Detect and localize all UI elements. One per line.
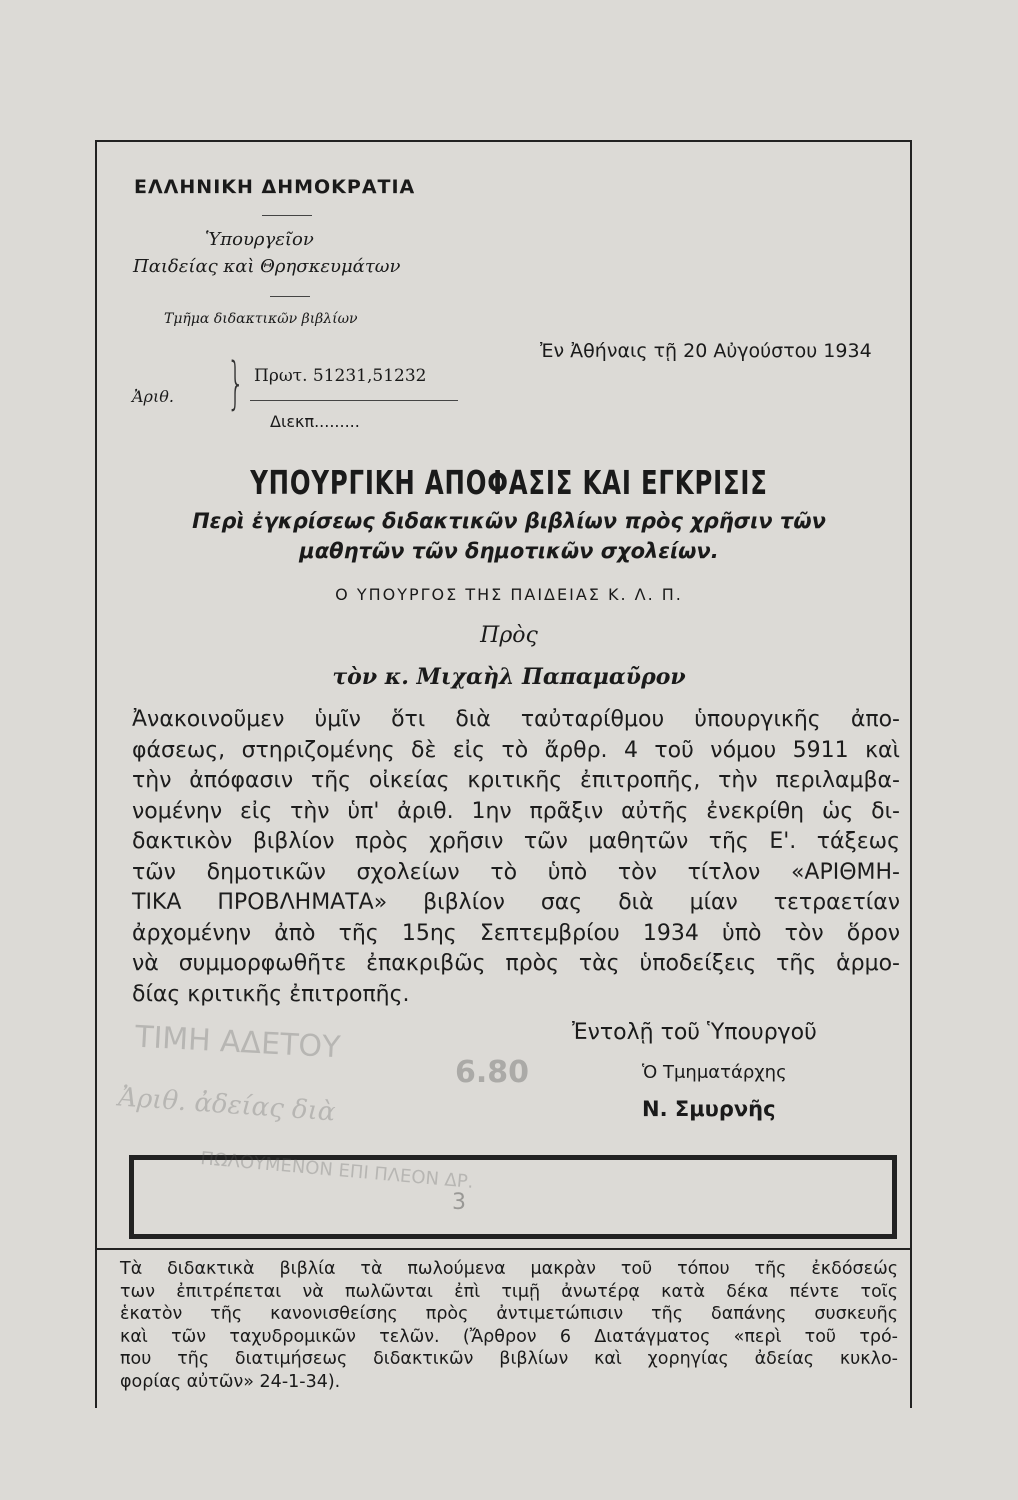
footer-line: των ἐπιτρέπεται νὰ πωλῶνται ἐπὶ τιμῇ ἀνωτέρᾳ κατὰ δέκα πέντε τοῖς xyxy=(120,1281,898,1302)
stamp-line3: ΠΩΛΟΥΜΕΝΟΝ ΕΠΙ ΠΛΕΟΝ ΔΡ. xyxy=(199,1148,475,1193)
footer-line: Τὰ διδακτικὰ βιβλία τὰ πωλούμενα μακρὰν τοῦ τόπου τῆς ἐκδόσεώς xyxy=(120,1259,898,1279)
ministry-name-line2: Παιδείας καὶ Θρησκευμάτων xyxy=(133,256,401,277)
footer-divider xyxy=(95,1248,912,1250)
protocol-number: Πρωτ. 51231,51232 xyxy=(254,366,427,386)
minister-heading: Ο ΥΠΟΥΡΓΟΣ ΤΗΣ ΠΑΙΔΕΙΑΣ Κ. Λ. Π. xyxy=(335,585,683,604)
stamp-line1: ΤΙΜΗ ΑΔΕΤΟΥ xyxy=(134,1019,342,1066)
brace-symbol: } xyxy=(226,351,245,416)
department-name: Τμῆμα διδακτικῶν βιβλίων xyxy=(164,311,358,327)
stamp-price: 6.80 xyxy=(455,1055,530,1090)
ministry-divider xyxy=(270,296,310,297)
body-paragraph xyxy=(132,705,900,1010)
footer-note xyxy=(120,1258,898,1393)
signature-name: Ν. Σμυρνῆς xyxy=(642,1097,776,1121)
protocol-divider xyxy=(250,400,458,401)
addressee: τὸν κ. Μιχαὴλ Παπαμαῦρον xyxy=(332,664,686,690)
reference-label: Ἀριθ. xyxy=(132,387,174,406)
signature-title: Ὁ Τμηματάρχης xyxy=(642,1062,787,1083)
state-header: ΕΛΛΗΝΙΚΗ ΔΗΜΟΚΡΑΤΙΑ xyxy=(134,176,416,198)
body-line: ἀρχομένην ἀπὸ τῆς 15ης Σεπτεμβρίου 1934 ὑπὸ τὸν ὅρον xyxy=(132,920,900,946)
body-line: νὰ συμμορφωθῆτε ἐπακριβῶς πρὸς τὰς ὑποδείξεις τῆς ἁρμο- xyxy=(132,951,900,976)
body-line: δακτικὸν βιβλίον πρὸς χρῆσιν τῶν μαθητῶν τῆς Ε'. τάξεως xyxy=(132,829,900,854)
stamp-line2: Ἀριθ. ἀδείας διὰ xyxy=(117,1082,337,1128)
document-subtitle-line2: μαθητῶν τῶν δημοτικῶν σχολείων. xyxy=(299,539,719,563)
dispatch-number: Διεκπ......... xyxy=(270,412,360,431)
to-label: Πρὸς xyxy=(480,623,538,648)
body-line: τῶν δημοτικῶν σχολείων τὸ ὑπὸ τὸν τίτλον «ΑΡΙΘΜΗ- xyxy=(132,859,900,885)
stamp-extra: 3 xyxy=(452,1190,466,1215)
footer-line: φορίας αὐτῶν» 24-1-34). xyxy=(120,1371,341,1392)
document-title: ΥΠΟΥΡΓΙΚΗ ΑΠΟΦΑΣΙΣ ΚΑΙ ΕΓΚΡΙΣΙΣ xyxy=(250,463,768,502)
body-line: δίας κριτικῆς ἐπιτροπῆς. xyxy=(132,981,410,1007)
footer-line: ἑκατὸν τῆς κανονισθείσης πρὸς ἀντιμετώπισιν τῆς δαπάνης συσκευῆς xyxy=(120,1304,898,1324)
signature-order: Ἐντολῇ τοῦ Ὑπουργοῦ xyxy=(572,1020,817,1045)
document-date: Ἐν Ἀθήναις τῇ 20 Αὐγούστου 1934 xyxy=(540,340,872,362)
body-line: τὴν ἀπόφασιν τῆς οἰκείας κριτικῆς ἐπιτροπῆς, τὴν περιλαμβα- xyxy=(132,768,900,793)
body-line: νομένην εἰς τὴν ὑπ' ἀριθ. 1ην πρᾶξιν αὐτῆς ἐνεκρίθη ὡς δι- xyxy=(132,798,900,824)
body-line: ΤΙΚΑ ΠΡΟΒΛΗΜΑΤΑ» βιβλίον σας διὰ μίαν τετραετίαν xyxy=(132,890,900,915)
footer-line: που τῆς διατιμήσεως διδακτικῶν βιβλίων καὶ χορηγίας ἀδείας κυκλο- xyxy=(120,1349,898,1369)
body-line: Ἀνακοινοῦμεν ὑμῖν ὅτι διὰ ταὐταρίθμου ὑπουργικῆς ἀπο- xyxy=(132,707,900,732)
document-subtitle-line1: Περὶ ἐγκρίσεως διδακτικῶν βιβλίων πρὸς χρῆσιν τῶν xyxy=(192,509,826,533)
ministry-name-line1: Ὑπουργεῖον xyxy=(205,229,314,250)
body-line: φάσεως, στηριζομένης δὲ εἰς τὸ ἄρθρ. 4 τοῦ νόμου 5911 καὶ xyxy=(132,737,900,763)
footer-line: καὶ τῶν ταχυδρομικῶν τελῶν. (Ἄρθρον 6 Διατάγματος «περὶ τοῦ τρό- xyxy=(120,1326,898,1347)
header-divider xyxy=(262,215,312,216)
